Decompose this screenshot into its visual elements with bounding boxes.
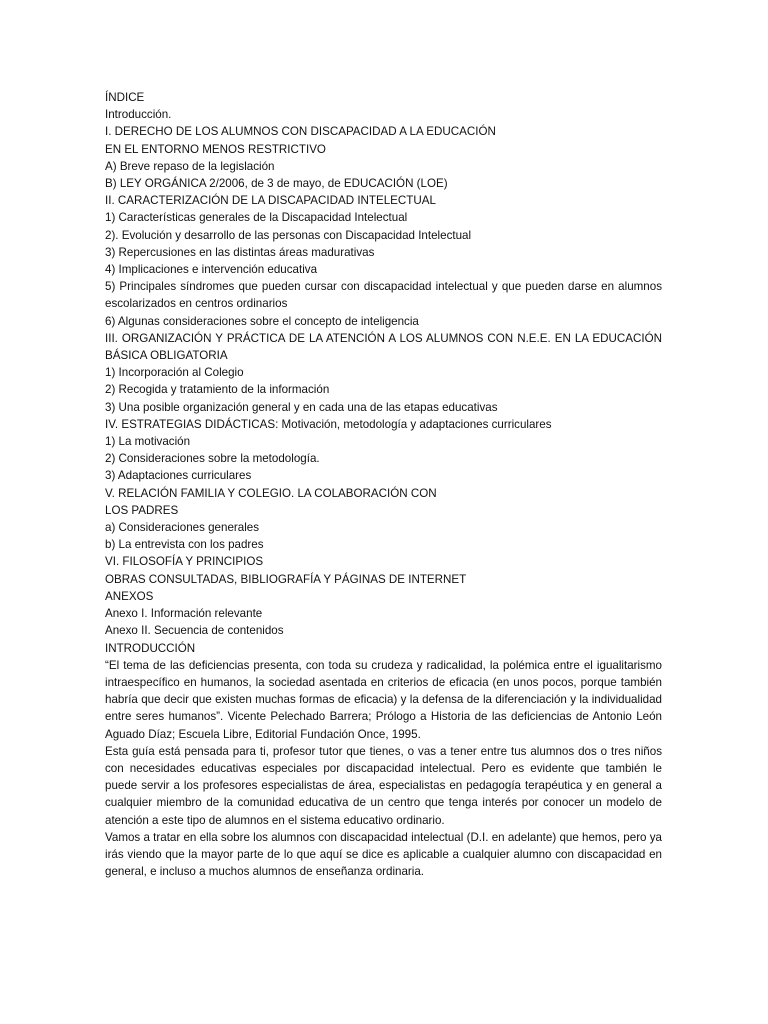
document-page [105, 89, 662, 880]
index-item-3-1: 1) Incorporación al Colegio [105, 366, 244, 380]
index-item-introduction: Introducción. [105, 108, 172, 122]
index-item-2-4: 4) Implicaciones e intervención educativa [105, 263, 318, 277]
intro-heading: INTRODUCCIÓN [105, 641, 196, 655]
index-item-annex-2: Anexo II. Secuencia de contenidos [105, 624, 284, 638]
intro-paragraph-2: Vamos a tratar en ella sobre los alumnos con discapacidad intelectual (D.I. en adelante) que hemos, pero ya irás viendo que la mayor parte de lo que aquí se dice es aplicable a cualquier alumno con discapacidad en general, e incluso a muchos alumnos de enseñanza ordinaria. [105, 830, 662, 879]
index-item-2-2: 2). Evolución y desarrollo de las personas con Discapacidad Intelectual [105, 228, 472, 242]
index-item-5a: a) Consideraciones generales [105, 521, 260, 535]
index-item-5b: b) La entrevista con los padres [105, 538, 264, 552]
index-item-section-6-title: VI. FILOSOFÍA Y PRINCIPIOS [105, 555, 264, 569]
index-item-1a: A) Breve repaso de la legislación [105, 159, 275, 173]
intro-paragraph-1: Esta guía está pensada para ti, profesor tutor que tienes, o vas a tener entre tus alumnos dos o tres niños con necesidades educativas especiales por discapacidad intelectual. Pero es evidente que también le puede servir a los profesores especialistas de área, especialistas en pedagogía terapéutica y en general a cualquier miembro de la comunidad educativa de un centro que tenga interés por conocer un modelo de atención a este tipo de alumnos en el sistema educativo ordinario. [105, 744, 662, 827]
index-item-2-5: 5) Principales síndromes que pueden cursar con discapacidad intelectual y que pueden darse en alumnos escolarizados en centros ordinarios [105, 280, 662, 311]
index-item-3-3: 3) Una posible organización general y en cada una de las etapas educativas [105, 400, 498, 414]
intro-quote: “El tema de las deficiencias presenta, con toda su crudeza y radicalidad, la polémica entre el igualitarismo intraespecífico en humanos, la sociedad asentada en criterios de eficacia (en unos pocos, porque también habría que decir que existen muchas formas de eficacia) y la defensa de la diferenciación y la individualidad entre seres humanos”. Vicente Pelechado Barrera; Prólogo a Historia de las deficiencias de Antonio León Aguado Díaz; Escuela Libre, Editorial Fundación Once, 1995. [105, 658, 662, 741]
index-item-2-6: 6) Algunas consideraciones sobre el concepto de inteligencia [105, 314, 419, 328]
index-item-3-2: 2) Recogida y tratamiento de la información [105, 383, 330, 397]
index-item-4-2: 2) Consideraciones sobre la metodología. [105, 452, 320, 466]
index-item-section-1-title-cont: EN EL ENTORNO MENOS RESTRICTIVO [105, 142, 326, 156]
index-item-section-4-title: IV. ESTRATEGIAS DIDÁCTICAS: Motivación, metodología y adaptaciones curriculares [105, 417, 552, 431]
index-item-2-1: 1) Características generales de la Discapacidad Intelectual [105, 211, 408, 225]
index-item-section-3-title: III. ORGANIZACIÓN Y PRÁCTICA DE LA ATENCIÓN A LOS ALUMNOS CON N.E.E. EN LA EDUCACIÓN BÁSICA OBLIGATORIA [105, 331, 662, 363]
index-item-4-1: 1) La motivación [105, 435, 191, 449]
index-item-4-3: 3) Adaptaciones curriculares [105, 469, 252, 483]
index-item-2-3: 3) Repercusiones en las distintas áreas madurativas [105, 245, 375, 259]
index-item-section-5-title: V. RELACIÓN FAMILIA Y COLEGIO. LA COLABORACIÓN CON [105, 486, 437, 500]
index-item-annex-1: Anexo I. Información relevante [105, 607, 263, 621]
index-item-section-1-title: I. DERECHO DE LOS ALUMNOS CON DISCAPACIDAD A LA EDUCACIÓN [105, 125, 496, 139]
index-item-section-2-title: II. CARACTERIZACIÓN DE LA DISCAPACIDAD INTELECTUAL [105, 194, 436, 208]
index-item-annexes: ANEXOS [105, 589, 154, 603]
index-item-bibliography: OBRAS CONSULTADAS, BIBLIOGRAFÍA Y PÁGINAS DE INTERNET [105, 572, 467, 586]
index-item-section-5-title-cont: LOS PADRES [105, 503, 179, 517]
index-title: ÍNDICE [105, 91, 145, 104]
index-item-1b: B) LEY ORGÁNICA 2/2006, de 3 de mayo, de EDUCACIÓN (LOE) [105, 177, 448, 191]
